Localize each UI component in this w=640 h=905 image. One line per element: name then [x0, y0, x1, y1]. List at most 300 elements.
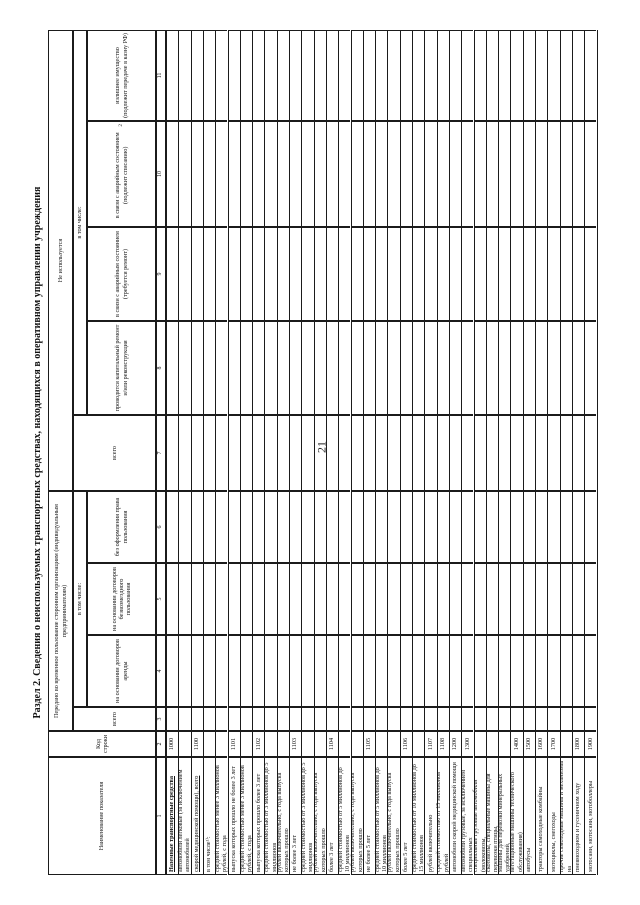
data-cell[interactable] [387, 121, 399, 227]
data-cell[interactable] [166, 321, 178, 415]
data-cell[interactable] [486, 227, 498, 321]
data-cell[interactable] [215, 707, 227, 731]
data-cell[interactable] [486, 563, 498, 635]
data-cell[interactable] [424, 563, 436, 635]
data-cell[interactable] [449, 415, 461, 491]
data-cell[interactable] [461, 415, 473, 491]
data-cell[interactable] [314, 563, 326, 635]
data-cell[interactable] [301, 635, 313, 707]
data-cell[interactable] [363, 321, 375, 415]
data-cell[interactable] [572, 563, 584, 635]
data-cell[interactable] [498, 227, 510, 321]
data-cell[interactable] [498, 491, 510, 563]
data-cell[interactable] [547, 635, 559, 707]
data-cell[interactable] [326, 563, 338, 635]
data-cell[interactable] [178, 635, 190, 707]
data-cell[interactable] [277, 707, 289, 731]
data-cell[interactable] [387, 227, 399, 321]
data-cell[interactable] [412, 635, 424, 707]
data-cell[interactable] [498, 563, 510, 635]
data-cell[interactable] [498, 121, 510, 227]
data-cell[interactable] [363, 121, 375, 227]
data-cell[interactable] [510, 563, 522, 635]
data-cell[interactable] [166, 707, 178, 731]
data-cell[interactable] [178, 415, 190, 491]
data-cell[interactable] [437, 415, 449, 491]
data-cell[interactable] [449, 635, 461, 707]
data-cell[interactable] [203, 563, 215, 635]
data-cell[interactable] [486, 121, 498, 227]
data-cell[interactable] [437, 121, 449, 227]
data-cell[interactable] [449, 30, 461, 121]
data-cell[interactable] [314, 491, 326, 563]
data-cell[interactable] [351, 321, 363, 415]
data-cell[interactable] [289, 321, 301, 415]
data-cell[interactable] [264, 415, 276, 491]
data-cell[interactable] [486, 491, 498, 563]
data-cell[interactable] [498, 321, 510, 415]
data-cell[interactable] [375, 563, 387, 635]
data-cell[interactable] [510, 30, 522, 121]
data-cell[interactable] [277, 563, 289, 635]
data-cell[interactable] [363, 563, 375, 635]
data-cell[interactable] [215, 321, 227, 415]
data-cell[interactable] [572, 30, 584, 121]
data-cell[interactable] [363, 30, 375, 121]
data-cell[interactable] [535, 491, 547, 563]
data-cell[interactable] [572, 415, 584, 491]
data-cell[interactable] [264, 121, 276, 227]
data-cell[interactable] [301, 415, 313, 491]
data-cell[interactable] [424, 491, 436, 563]
data-cell[interactable] [264, 491, 276, 563]
data-cell[interactable] [449, 121, 461, 227]
data-cell[interactable] [289, 227, 301, 321]
data-cell[interactable] [584, 563, 596, 635]
data-cell[interactable] [363, 635, 375, 707]
data-cell[interactable] [560, 563, 572, 635]
data-cell[interactable] [191, 227, 203, 321]
data-cell[interactable] [424, 707, 436, 731]
data-cell[interactable] [572, 635, 584, 707]
data-cell[interactable] [351, 563, 363, 635]
data-cell[interactable] [351, 227, 363, 321]
data-cell[interactable] [437, 321, 449, 415]
data-cell[interactable] [498, 707, 510, 731]
data-cell[interactable] [474, 121, 486, 227]
data-cell[interactable] [510, 227, 522, 321]
data-cell[interactable] [547, 563, 559, 635]
data-cell[interactable] [523, 563, 535, 635]
data-cell[interactable] [240, 563, 252, 635]
data-cell[interactable] [449, 321, 461, 415]
data-cell[interactable] [387, 635, 399, 707]
data-cell[interactable] [277, 121, 289, 227]
data-cell[interactable] [191, 415, 203, 491]
data-cell[interactable] [375, 415, 387, 491]
data-cell[interactable] [326, 635, 338, 707]
data-cell[interactable] [474, 227, 486, 321]
data-cell[interactable] [289, 30, 301, 121]
data-cell[interactable] [400, 415, 412, 491]
data-cell[interactable] [338, 707, 350, 731]
data-cell[interactable] [523, 121, 535, 227]
data-cell[interactable] [449, 227, 461, 321]
data-cell[interactable] [203, 121, 215, 227]
data-cell[interactable] [252, 321, 264, 415]
data-cell[interactable] [166, 121, 178, 227]
data-cell[interactable] [584, 30, 596, 121]
data-cell[interactable] [523, 707, 535, 731]
data-cell[interactable] [277, 635, 289, 707]
data-cell[interactable] [289, 707, 301, 731]
data-cell[interactable] [215, 30, 227, 121]
data-cell[interactable] [560, 121, 572, 227]
data-cell[interactable] [363, 415, 375, 491]
data-cell[interactable] [461, 30, 473, 121]
data-cell[interactable] [547, 491, 559, 563]
data-cell[interactable] [228, 30, 240, 121]
data-cell[interactable] [264, 635, 276, 707]
data-cell[interactable] [203, 30, 215, 121]
data-cell[interactable] [178, 707, 190, 731]
data-cell[interactable] [215, 491, 227, 563]
data-cell[interactable] [301, 227, 313, 321]
data-cell[interactable] [289, 563, 301, 635]
data-cell[interactable] [474, 563, 486, 635]
data-cell[interactable] [412, 121, 424, 227]
data-cell[interactable] [314, 121, 326, 227]
data-cell[interactable] [326, 121, 338, 227]
data-cell[interactable] [523, 227, 535, 321]
data-cell[interactable] [535, 321, 547, 415]
data-cell[interactable] [412, 415, 424, 491]
data-cell[interactable] [400, 491, 412, 563]
data-cell[interactable] [240, 415, 252, 491]
data-cell[interactable] [510, 415, 522, 491]
data-cell[interactable] [166, 415, 178, 491]
data-cell[interactable] [375, 227, 387, 321]
data-cell[interactable] [547, 227, 559, 321]
data-cell[interactable] [461, 707, 473, 731]
data-cell[interactable] [449, 563, 461, 635]
data-cell[interactable] [326, 30, 338, 121]
data-cell[interactable] [178, 491, 190, 563]
data-cell[interactable] [203, 227, 215, 321]
data-cell[interactable] [264, 563, 276, 635]
data-cell[interactable] [437, 491, 449, 563]
data-cell[interactable] [191, 707, 203, 731]
data-cell[interactable] [252, 415, 264, 491]
data-cell[interactable] [240, 707, 252, 731]
data-cell[interactable] [474, 321, 486, 415]
data-cell[interactable] [338, 491, 350, 563]
data-cell[interactable] [375, 491, 387, 563]
data-cell[interactable] [560, 227, 572, 321]
data-cell[interactable] [387, 415, 399, 491]
data-cell[interactable] [264, 227, 276, 321]
data-cell[interactable] [572, 321, 584, 415]
data-cell[interactable] [535, 707, 547, 731]
data-cell[interactable] [461, 321, 473, 415]
data-cell[interactable] [474, 707, 486, 731]
data-cell[interactable] [400, 227, 412, 321]
data-cell[interactable] [486, 415, 498, 491]
data-cell[interactable] [240, 121, 252, 227]
data-cell[interactable] [400, 321, 412, 415]
data-cell[interactable] [338, 121, 350, 227]
data-cell[interactable] [412, 707, 424, 731]
data-cell[interactable] [375, 321, 387, 415]
data-cell[interactable] [252, 30, 264, 121]
data-cell[interactable] [461, 491, 473, 563]
data-cell[interactable] [584, 415, 596, 491]
data-cell[interactable] [264, 707, 276, 731]
data-cell[interactable] [277, 227, 289, 321]
data-cell[interactable] [252, 635, 264, 707]
data-cell[interactable] [191, 635, 203, 707]
data-cell[interactable] [523, 415, 535, 491]
data-cell[interactable] [228, 635, 240, 707]
data-cell[interactable] [437, 563, 449, 635]
data-cell[interactable] [228, 321, 240, 415]
data-cell[interactable] [387, 707, 399, 731]
data-cell[interactable] [277, 491, 289, 563]
data-cell[interactable] [461, 563, 473, 635]
data-cell[interactable] [301, 707, 313, 731]
data-cell[interactable] [178, 321, 190, 415]
data-cell[interactable] [424, 415, 436, 491]
data-cell[interactable] [314, 707, 326, 731]
data-cell[interactable] [510, 121, 522, 227]
data-cell[interactable] [203, 321, 215, 415]
data-cell[interactable] [412, 321, 424, 415]
data-cell[interactable] [449, 707, 461, 731]
data-cell[interactable] [314, 415, 326, 491]
data-cell[interactable] [289, 415, 301, 491]
data-cell[interactable] [264, 30, 276, 121]
data-cell[interactable] [203, 707, 215, 731]
data-cell[interactable] [449, 491, 461, 563]
data-cell[interactable] [498, 635, 510, 707]
data-cell[interactable] [400, 563, 412, 635]
data-cell[interactable] [191, 491, 203, 563]
data-cell[interactable] [326, 321, 338, 415]
data-cell[interactable] [572, 121, 584, 227]
data-cell[interactable] [437, 30, 449, 121]
data-cell[interactable] [338, 563, 350, 635]
data-cell[interactable] [301, 563, 313, 635]
data-cell[interactable] [240, 30, 252, 121]
data-cell[interactable] [424, 30, 436, 121]
data-cell[interactable] [375, 121, 387, 227]
data-cell[interactable] [314, 30, 326, 121]
data-cell[interactable] [486, 635, 498, 707]
data-cell[interactable] [412, 491, 424, 563]
data-cell[interactable] [252, 491, 264, 563]
data-cell[interactable] [301, 491, 313, 563]
data-cell[interactable] [351, 707, 363, 731]
data-cell[interactable] [178, 227, 190, 321]
data-cell[interactable] [523, 321, 535, 415]
data-cell[interactable] [584, 321, 596, 415]
data-cell[interactable] [474, 635, 486, 707]
data-cell[interactable] [375, 707, 387, 731]
data-cell[interactable] [547, 30, 559, 121]
data-cell[interactable] [584, 707, 596, 731]
data-cell[interactable] [510, 491, 522, 563]
data-cell[interactable] [203, 491, 215, 563]
data-cell[interactable] [301, 321, 313, 415]
data-cell[interactable] [351, 415, 363, 491]
data-cell[interactable] [326, 491, 338, 563]
data-cell[interactable] [178, 121, 190, 227]
data-cell[interactable] [486, 321, 498, 415]
data-cell[interactable] [510, 321, 522, 415]
data-cell[interactable] [535, 121, 547, 227]
data-cell[interactable] [387, 563, 399, 635]
data-cell[interactable] [424, 121, 436, 227]
data-cell[interactable] [326, 415, 338, 491]
data-cell[interactable] [228, 563, 240, 635]
data-cell[interactable] [547, 121, 559, 227]
data-cell[interactable] [437, 635, 449, 707]
data-cell[interactable] [560, 30, 572, 121]
data-cell[interactable] [252, 707, 264, 731]
data-cell[interactable] [547, 415, 559, 491]
data-cell[interactable] [437, 227, 449, 321]
data-cell[interactable] [215, 415, 227, 491]
data-cell[interactable] [301, 30, 313, 121]
data-cell[interactable] [560, 707, 572, 731]
data-cell[interactable] [572, 491, 584, 563]
data-cell[interactable] [178, 563, 190, 635]
data-cell[interactable] [437, 707, 449, 731]
data-cell[interactable] [461, 227, 473, 321]
data-cell[interactable] [387, 491, 399, 563]
data-cell[interactable] [547, 321, 559, 415]
data-cell[interactable] [584, 491, 596, 563]
data-cell[interactable] [461, 635, 473, 707]
data-cell[interactable] [535, 635, 547, 707]
data-cell[interactable] [363, 491, 375, 563]
data-cell[interactable] [215, 121, 227, 227]
data-cell[interactable] [289, 121, 301, 227]
data-cell[interactable] [412, 30, 424, 121]
data-cell[interactable] [387, 30, 399, 121]
data-cell[interactable] [338, 30, 350, 121]
data-cell[interactable] [326, 707, 338, 731]
data-cell[interactable] [326, 227, 338, 321]
data-cell[interactable] [474, 30, 486, 121]
data-cell[interactable] [203, 635, 215, 707]
data-cell[interactable] [375, 635, 387, 707]
data-cell[interactable] [277, 321, 289, 415]
data-cell[interactable] [424, 321, 436, 415]
data-cell[interactable] [547, 707, 559, 731]
data-cell[interactable] [166, 491, 178, 563]
data-cell[interactable] [289, 491, 301, 563]
data-cell[interactable] [240, 321, 252, 415]
data-cell[interactable] [400, 121, 412, 227]
data-cell[interactable] [560, 321, 572, 415]
data-cell[interactable] [572, 227, 584, 321]
data-cell[interactable] [301, 121, 313, 227]
data-cell[interactable] [240, 491, 252, 563]
data-cell[interactable] [461, 121, 473, 227]
data-cell[interactable] [252, 227, 264, 321]
data-cell[interactable] [351, 30, 363, 121]
data-cell[interactable] [523, 491, 535, 563]
data-cell[interactable] [228, 121, 240, 227]
data-cell[interactable] [486, 707, 498, 731]
data-cell[interactable] [166, 563, 178, 635]
data-cell[interactable] [166, 635, 178, 707]
data-cell[interactable] [264, 321, 276, 415]
data-cell[interactable] [215, 563, 227, 635]
data-cell[interactable] [215, 635, 227, 707]
data-cell[interactable] [363, 707, 375, 731]
data-cell[interactable] [400, 635, 412, 707]
data-cell[interactable] [277, 415, 289, 491]
data-cell[interactable] [584, 121, 596, 227]
data-cell[interactable] [560, 415, 572, 491]
data-cell[interactable] [498, 415, 510, 491]
data-cell[interactable] [191, 321, 203, 415]
data-cell[interactable] [584, 635, 596, 707]
data-cell[interactable] [560, 491, 572, 563]
data-cell[interactable] [191, 563, 203, 635]
data-cell[interactable] [363, 227, 375, 321]
data-cell[interactable] [228, 491, 240, 563]
data-cell[interactable] [560, 635, 572, 707]
data-cell[interactable] [338, 635, 350, 707]
data-cell[interactable] [338, 321, 350, 415]
data-cell[interactable] [535, 227, 547, 321]
data-cell[interactable] [338, 415, 350, 491]
data-cell[interactable] [424, 635, 436, 707]
data-cell[interactable] [203, 415, 215, 491]
data-cell[interactable] [314, 321, 326, 415]
data-cell[interactable] [584, 227, 596, 321]
data-cell[interactable] [252, 563, 264, 635]
data-cell[interactable] [510, 707, 522, 731]
data-cell[interactable] [240, 635, 252, 707]
data-cell[interactable] [191, 121, 203, 227]
data-cell[interactable] [277, 30, 289, 121]
data-cell[interactable] [412, 563, 424, 635]
data-cell[interactable] [314, 635, 326, 707]
data-cell[interactable] [572, 707, 584, 731]
data-cell[interactable] [338, 227, 350, 321]
data-cell[interactable] [400, 30, 412, 121]
data-cell[interactable] [535, 563, 547, 635]
data-cell[interactable] [351, 121, 363, 227]
data-cell[interactable] [252, 121, 264, 227]
data-cell[interactable] [178, 30, 190, 121]
data-cell[interactable] [387, 321, 399, 415]
data-cell[interactable] [191, 30, 203, 121]
data-cell[interactable] [215, 227, 227, 321]
data-cell[interactable] [166, 227, 178, 321]
data-cell[interactable] [400, 707, 412, 731]
data-cell[interactable] [351, 635, 363, 707]
data-cell[interactable] [314, 227, 326, 321]
data-cell[interactable] [412, 227, 424, 321]
data-cell[interactable] [474, 415, 486, 491]
data-cell[interactable] [228, 707, 240, 731]
data-cell[interactable] [474, 491, 486, 563]
